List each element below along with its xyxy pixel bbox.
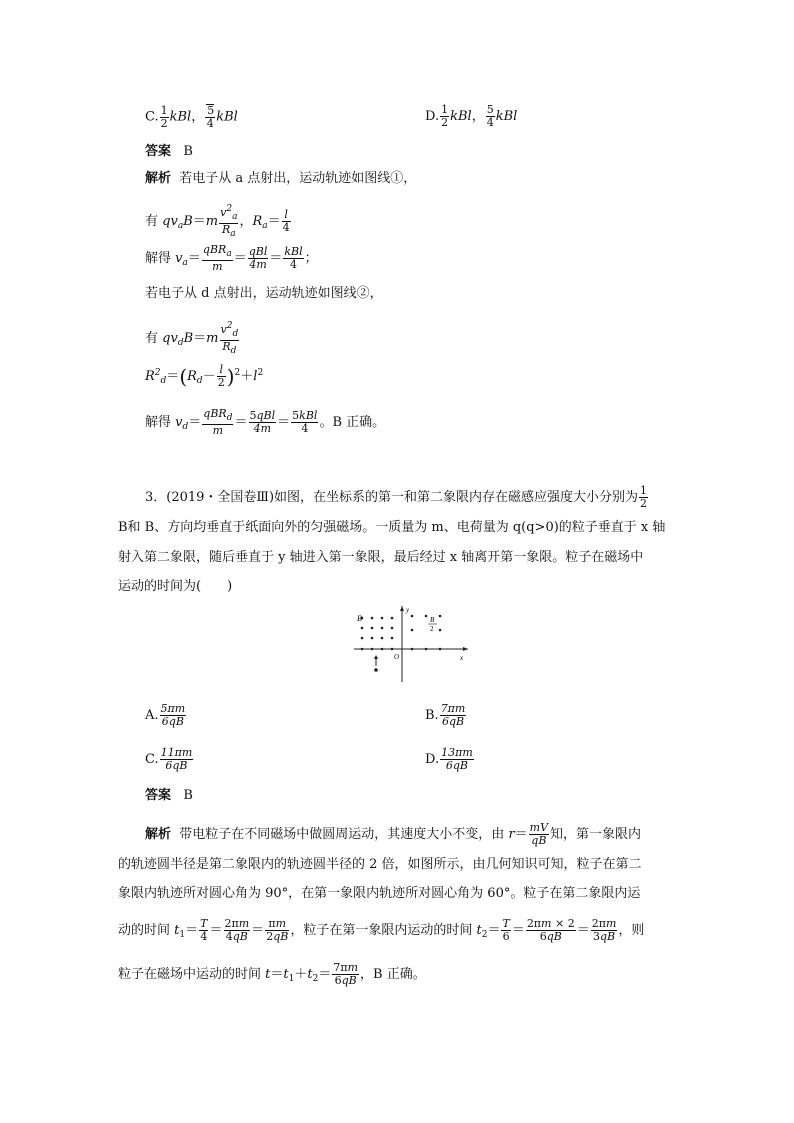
equation-2: 解得 $v_a=$ $\frac{qBR_a}{m}$ ＝ $\frac{\text{qBl}}{4m}$ ＝ $\frac{\text{kBl}}{4}$ ；	[145, 243, 318, 273]
equation-5: 解得 $v_d=$ $\frac{qBR_d}{m}$ ＝ $\frac{\text{5qBl}}{4m}$ ＝ $\frac{\text{5kBl}}{4}$ 。B 正确。	[145, 407, 386, 437]
answer-line-1: 答案 B	[145, 144, 193, 159]
q3-analysis-4: 动的时间 $t_1=$ $\frac{T}{4}$ ＝ $\frac{2\pi m}{4qB}$ ＝ $\frac{\pi m}{2qB}$ ，粒子在第一象限内运动的时间 $t_2=$ $\frac{T}{6}$ ＝ $\frac{2\pi m \times 2}{6qB}$ ＝ $\frac{2\pi m}{3qB}$ ，则	[118, 917, 645, 943]
option-c: C. $\frac{11\pi m}{6qB}$	[145, 746, 193, 772]
q3-analysis-3: 象限内轨迹所对圆心角为 90°，在第一象限内轨迹所对圆心角为 60°。粒子在第二象限内运	[118, 886, 641, 901]
option-d-line: D. $\frac{1}{2}$ kBl， $\frac{5}{4}$ kBl	[425, 103, 518, 129]
field-dots-quadrant-2	[361, 617, 394, 651]
particle	[374, 668, 378, 672]
label-b2-num: B	[430, 616, 435, 624]
question-3-line-3: 射入第二象限，随后垂直于 y 轴进入第一象限，最后经过 x 轴离开第一象限。粒子在磁场中	[118, 550, 644, 565]
q3-analysis-5: 粒子在磁场中运动的时间 $t=t_1+t_2=$ $\frac{7\pi m}{6qB}$ ，B 正确。	[118, 961, 426, 987]
question-3-line-1: 3．(2019・全国卷Ⅲ)如图，在坐标系的第一和第二象限内存在磁感应强度大小分别为 $\frac{1}{2}$	[145, 484, 648, 510]
answer-line-3: 答案 B	[145, 788, 193, 803]
equation-1: 有 $qv_aB=m$ $\frac{v^2_a}{R_a}$ ，$R_a=$ $\frac{l}{4}$	[145, 204, 290, 239]
option-d: D. $\frac{13\pi m}{6qB}$	[425, 746, 473, 772]
velocity-arrowhead	[374, 655, 378, 659]
label-x: x	[460, 654, 464, 662]
analysis-line-d: 若电子从 d 点射出，运动轨迹如图线②，	[145, 286, 383, 301]
q3-analysis-2: 的轨迹圆半径是第二象限内的轨迹圆半径的 2 倍，如图所示，由几何知识可知，粒子在第二	[118, 857, 642, 872]
field-dots-quadrant-1	[411, 615, 442, 651]
option-c-line: C. $\frac{1}{2}$ kBl， $\frac{5}{4}$ kBl	[145, 103, 238, 130]
y-axis-arrow	[400, 606, 404, 611]
label-b: B	[357, 614, 362, 623]
label-y: y	[406, 606, 410, 614]
option-a: A. $\frac{5\pi m}{6qB}$	[145, 702, 186, 728]
question-3-line-4: 运动的时间为( )	[118, 579, 233, 594]
option-b: B. $\frac{7\pi m}{6qB}$	[425, 702, 466, 728]
label-origin: O	[394, 653, 400, 661]
magnetic-field-figure	[352, 604, 472, 684]
analysis-line-1: 解析 若电子从 a 点射出，运动轨迹如图线①，	[145, 171, 417, 186]
x-axis-arrow	[463, 647, 468, 651]
q3-analysis-1: 解析 带电粒子在不同磁场中做圆周运动，其速度大小不变，由 r＝ $\frac{mV}{qB}$ 知，第一象限内	[145, 821, 642, 847]
equation-3: 有 $qv_dB=m$ $\frac{v^2_d}{R_d}$	[145, 321, 239, 356]
question-3-line-2: B和 B、方向均垂直于纸面向外的匀强磁场。一质量为 m、电荷量为 q(q>0)的粒子垂直于 x 轴	[118, 520, 666, 535]
equation-4: $R^2_d=(R_d-$ $\frac{l}{2}$ )$^2+l^2$	[145, 363, 264, 389]
label-b2-den: 2	[430, 625, 434, 633]
